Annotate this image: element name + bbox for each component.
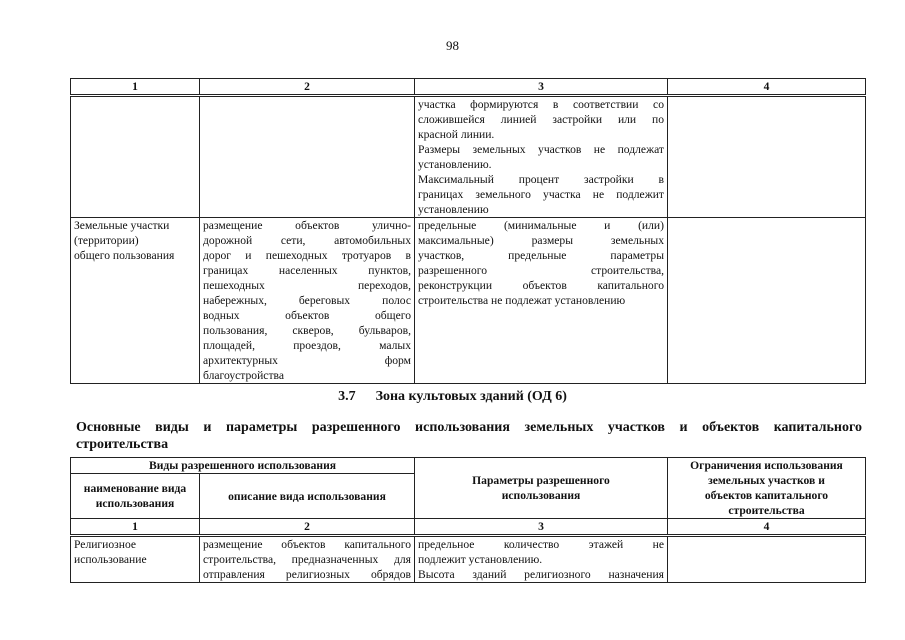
- text-line: Максимальный процент застройки в: [418, 173, 664, 186]
- table-cell: [668, 96, 866, 218]
- text-line: общего пользования: [74, 249, 175, 262]
- parameters-header: [415, 458, 668, 519]
- text-line: набережных, береговых полос: [203, 294, 411, 307]
- text-line: пользования, скверов, бульваров,: [203, 324, 411, 337]
- restrictions-header: [668, 458, 866, 519]
- parameters-cell: [415, 96, 668, 218]
- text-line: реконструкции объектов капитального: [418, 279, 664, 292]
- header-line: Параметры разрешенного: [472, 474, 610, 487]
- table-cell: [668, 218, 866, 384]
- page-number: 98: [446, 38, 459, 53]
- column-number-3: 3: [415, 79, 668, 96]
- header-line: земельных участков и: [708, 474, 825, 487]
- text-line: дорог и пешеходных тротуаров в: [203, 249, 411, 262]
- column-number-4: 4: [668, 79, 866, 96]
- table-cell: [200, 96, 415, 218]
- use-description-cell: [200, 218, 415, 384]
- use-description-cell: [200, 536, 415, 583]
- header-line: использования: [95, 497, 175, 511]
- column-number-1: 1: [71, 79, 200, 96]
- parameters-cell: [415, 536, 668, 583]
- text-line: пешеходных переходов,: [203, 279, 411, 292]
- text-line: отправления религиозных обрядов: [203, 568, 411, 581]
- text-line: архитектурных форм: [203, 354, 411, 367]
- table-row: [71, 96, 866, 218]
- text-line: предельное количество этажей не: [418, 538, 664, 551]
- header-line: Ограничения использования: [690, 459, 843, 472]
- section-heading: [0, 389, 905, 405]
- text-line: максимальные) размеры земельных: [418, 234, 664, 247]
- text-line: водных объектов общего: [203, 309, 411, 322]
- section-title: Зона культовых зданий (ОД 6): [375, 389, 567, 404]
- uses-group-header: Виды разрешенного использования: [71, 458, 415, 474]
- header-line: наименование вида: [83, 482, 187, 496]
- text-line: подлежит установлению.: [418, 553, 543, 566]
- use-name-cell: [71, 218, 200, 384]
- text-line: Высота зданий религиозного назначения: [418, 568, 664, 581]
- text-line: благоустройства: [203, 369, 284, 382]
- table-row: [71, 218, 866, 384]
- text-line: площадей, проездов, малых: [203, 339, 411, 352]
- text-line: границах населенных пунктов,: [203, 264, 411, 277]
- use-name-cell: [71, 536, 200, 583]
- text-line: использование: [74, 553, 147, 566]
- column-number-row: [71, 79, 866, 96]
- text-line: размещение объектов капитального: [203, 538, 411, 551]
- text-line: установлению.: [418, 158, 492, 171]
- restrictions-cell: [668, 536, 866, 583]
- header-line: объектов капитального: [704, 489, 829, 502]
- text-line: участка формируются в соответствии со: [418, 98, 664, 111]
- column-number-1: 1: [71, 519, 200, 536]
- text-line: разрешенного строительства,: [418, 264, 664, 277]
- column-number-2: 2: [200, 519, 415, 536]
- header-line: строительства: [728, 504, 805, 517]
- table-cell: [71, 96, 200, 218]
- text-line: Религиозное: [74, 538, 137, 551]
- use-name-header: [71, 474, 200, 519]
- parameters-cell: [415, 218, 668, 384]
- block-title: Основные виды и параметры разрешенного использования земельных участков и объектов капитального строительства: [76, 420, 862, 452]
- text-line: красной линии.: [418, 128, 495, 141]
- text-line: дорожной сети, автомобильных: [203, 234, 411, 247]
- table-header-row: [71, 458, 866, 474]
- column-number-2: 2: [200, 79, 415, 96]
- main-uses-table: [70, 457, 866, 583]
- column-number-3: 3: [415, 519, 668, 536]
- text-line: строительства не подлежат установлению: [418, 294, 626, 307]
- column-number-4: 4: [668, 519, 866, 536]
- text-line: размещение объектов улично-: [203, 219, 411, 232]
- text-line: сложившейся линией застройки или по: [418, 113, 664, 126]
- text-line: Земельные участки: [74, 219, 170, 232]
- section-number: 3.7: [338, 389, 356, 404]
- text-line: участков, предельные параметры: [418, 249, 664, 262]
- parameters-table-continued: [70, 78, 866, 384]
- use-description-header: описание вида использования: [200, 474, 415, 519]
- header-line: использования: [501, 489, 581, 502]
- text-line: Размеры земельных участков не подлежат: [418, 143, 664, 156]
- table-row: [71, 536, 866, 583]
- text-line: строительства, предназначенных для: [203, 553, 411, 566]
- text-line: границах земельного участка не подлежит: [418, 188, 664, 201]
- column-number-row: [71, 519, 866, 536]
- text-line: (территории): [74, 234, 139, 247]
- text-line: установлению: [418, 203, 489, 216]
- text-line: предельные (минимальные и (или): [418, 219, 664, 232]
